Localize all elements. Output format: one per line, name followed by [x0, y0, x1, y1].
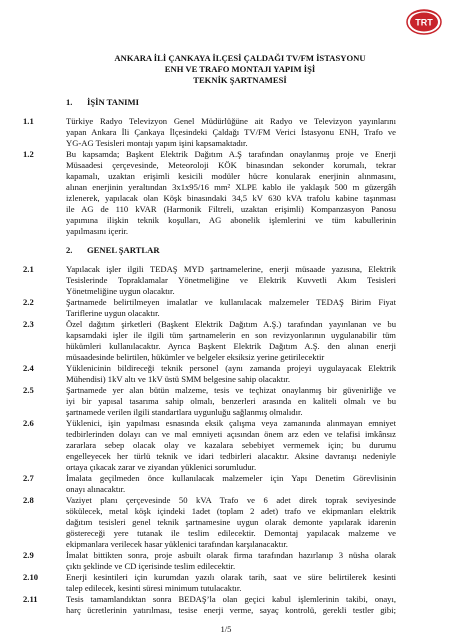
clause-number: 2.8 — [23, 495, 34, 505]
clause-line: kapsamdaki işler ile ilgili tüm şartnamelerin en son revizyonlarının uygulanabilir tüm — [66, 330, 396, 340]
clause-2-3 — [23, 319, 396, 363]
clause-line: izlenerek, yapılacak olan Köşk binasındaki 34,5 kV 630 kVA trafolu kabine taşınması — [66, 193, 396, 203]
clause-line: Yönetmeliğine uygun olacaktır. — [66, 286, 175, 296]
clause-line: iyi bir yapısal tasarıma sahip olmalı, benzerleri arasında en kaliteli olmalı ve bu — [66, 396, 396, 406]
clause-line: Tesislerinde Topraklamalar Yönetmeliğine ve Elektrik Kuvvetli Akım Tesisleri — [66, 275, 396, 285]
clause-line: yapan Ankara İli Çankaya İlçesindeki Çaldağı TV/FM Verici İstasyonu ENH, Trafo ve — [66, 127, 396, 137]
section-title: GENEL ŞARTLAR — [87, 245, 160, 255]
clause-2-4 — [23, 363, 396, 385]
clause-line: İmalat bittikten sonra, proje asbuilt olarak firma tarafından hazırlanıp 3 nüsha olarak — [66, 550, 396, 560]
clause-number: 2.6 — [23, 418, 34, 428]
clause-line: Özel dağıtım şirketleri (Başkent Elektrik Dağıtım A.Ş.) tarafından yayınlanan ve bu — [66, 319, 396, 329]
clause-1-1 — [23, 116, 396, 149]
document-title-line-1: ANKARA İLİ ÇANKAYA İLÇESİ ÇALDAĞI TV/FM İSTASYONU — [114, 53, 366, 63]
clause-number: 2.10 — [23, 572, 39, 582]
clause-line: zararlara sebep olacak olay ve kazalara sebebiyet vermemek için; bu durumu — [66, 440, 396, 450]
page-number: 1/5 — [220, 624, 232, 634]
clause-2-10 — [23, 572, 396, 594]
clause-line: Mühendisi) 1kV altı ve 1kV üstü SMM belgesine sahip olacaktır. — [66, 374, 291, 384]
clause-2-2 — [23, 297, 396, 319]
clause-line: hükümleri kullanılacaktır. Ayrıca Başkent Elektrik Dağıtım A.Ş. den alınan enerji — [66, 341, 396, 351]
section-title: İŞİN TANIMI — [87, 97, 139, 107]
clause-number: 2.7 — [23, 473, 34, 483]
trt-logo — [406, 9, 442, 35]
clause-line: Enerji kesintileri için kurumdan yazılı olarak tarih, saat ve süre belirtilerek kesinti — [66, 572, 396, 582]
clause-number: 2.11 — [23, 594, 38, 604]
section-number: 1. — [66, 97, 73, 107]
clause-2-11 — [23, 594, 396, 616]
clause-2-8 — [23, 495, 396, 550]
clause-line: müsaadesinde belirtilen, hükümler ve belgeler eksiksiz yerine getirilecektir — [66, 352, 325, 362]
clause-number: 2.3 — [23, 319, 34, 329]
clause-line: alınan enerjinin yeraltından 3x1x95/16 mm² XLPE kablo ile yaklaşık 500 m güzergâh — [66, 182, 396, 192]
clause-line: ortaya çıkacak zarar ve ziyandan yüklenici sorumludur. — [66, 462, 257, 472]
clause-line: dağıtım tesisleri genel teknik şartnamesine uygun olarak demonte yapılarak idarenin — [66, 517, 396, 527]
clause-2-1 — [23, 264, 396, 297]
clause-number: 2.2 — [23, 297, 34, 307]
clause-number: 2.1 — [23, 264, 34, 274]
clause-line: Şartnamede yer alan bütün malzeme, tesis ve teçhizat onaylanmış bir güvenirliğe ve — [66, 385, 396, 395]
clause-2-6 — [23, 418, 396, 473]
clause-2-7 — [23, 473, 396, 495]
clause-number: 2.9 — [23, 550, 34, 560]
clause-line: Yüklenicinin bildireceği teknik personel (aynı zamanda projeyi uygulayacak Elektrik — [66, 363, 396, 373]
clause-line: Tariflerine uygun olacaktır. — [66, 308, 160, 318]
clause-line: harç ücretlerinin yatırılması, tesise enerji verme, sayaç kontrolü, gerekli testler gibi; — [66, 605, 396, 615]
clause-line: Şartnamede belirtilmeyen imalatlar ve kullanılacak malzemeler TEDAŞ Birim Fiyat — [66, 297, 396, 307]
clause-line: Türkiye Radyo Televizyon Genel Müdürlüğüne ait Radyo ve Televizyon yayınlarını — [66, 116, 396, 126]
clause-line: Yüklenici, işin yapılması esnasında eksik çalışma veya zamanında alınmayan emniyet — [66, 418, 396, 428]
clause-line: ekipmanlara verilecek hasar yüklenici tarafından karşılanacaktır. — [66, 539, 288, 549]
clause-line: tedbirlerinden dolayı can ve mal emniyeti açısından önem arz eden ve telafisi imkânsız — [66, 429, 396, 439]
clause-line: çıktı şeklinde ve CD içerisinde teslim edilecektir. — [66, 561, 236, 571]
clause-line: şartnamede verilen ilgili standartlara uygunluğu sağlanmış olmalıdır. — [66, 407, 303, 417]
logo-text: TRT — [415, 17, 433, 28]
clause-line: İmalata geçilmeden önce kullanılacak malzemeler için Yapı Denetim Görevlisinin — [66, 473, 396, 483]
document-title-line-3: TEKNİK ŞARTNAMESİ — [193, 75, 287, 85]
clause-number: 2.4 — [23, 363, 34, 373]
section-number: 2. — [66, 245, 73, 255]
clause-line: Tesis tamamlandıktan sonra BEDAŞ’la olan geçici kabul işlemlerinin takibi, onayı, — [66, 594, 396, 604]
clause-line: Yapılacak işler ilgili TEDAŞ MYD şartnamelerine, enerji müsaade yazısına, Elektrik — [66, 264, 396, 274]
clause-line: Bu kapsamda; Başkent Elektrik Dağıtım A.Ş tarafından onaylanmış proje ve Enerji — [66, 149, 396, 159]
clause-number: 1.2 — [23, 149, 34, 159]
clause-line: göstereceği yere tutanak ile teslim edilecektir. Demontaj yapılacak malzeme ve — [66, 528, 396, 538]
clause-2-5 — [23, 385, 396, 418]
clause-line: talep edilecek, kesinti süresi minimum tutulacaktır. — [66, 583, 242, 593]
clause-number: 2.5 — [23, 385, 34, 395]
clause-line: onayı alınacaktır. — [66, 484, 126, 494]
clause-line: engelleyecek her türlü teknik ve idari tedbirleri alacaktır. Aksine davranışı nedeniyle — [66, 451, 396, 461]
clause-1-2 — [23, 149, 396, 237]
clause-line: Vaziyet planı çerçevesinde 50 kVA Trafo ve 6 adet direk toprak seviyesinde — [66, 495, 396, 505]
clause-line: Müsaadesi çerçevesinde, Meteoroloji KÖK binasından sekonder korumalı, tekrar — [66, 160, 396, 170]
clause-line: yapımına ilişkin teknik koşulları, AG abonelik işlemlerini ve tüm kabullerinin — [66, 215, 396, 225]
clause-number: 1.1 — [23, 116, 34, 126]
clause-line: YG-AG Tesisleri montajı yapım işini kapsamaktadır. — [66, 138, 248, 148]
clause-2-9 — [23, 550, 396, 572]
clause-line: sökülecek, metal köşk içindeki 1adet (toplam 2 adet) trafo ve ekipmanları elektrik — [66, 506, 396, 516]
clause-line: kapamalı, uzaktan erişimli kesicili modüler hücre konularak enerjinin alınmasını, — [66, 171, 396, 181]
clause-line: ile AG de 110 kVAR (Harmonik Filtreli, uzaktan erişimli) Kompanzasyon Panosu — [66, 204, 396, 214]
document-title-line-2: ENH VE TRAFO MONTAJI YAPIM İŞİ — [164, 64, 316, 74]
clause-line: yapılmasını içerir. — [66, 226, 129, 236]
